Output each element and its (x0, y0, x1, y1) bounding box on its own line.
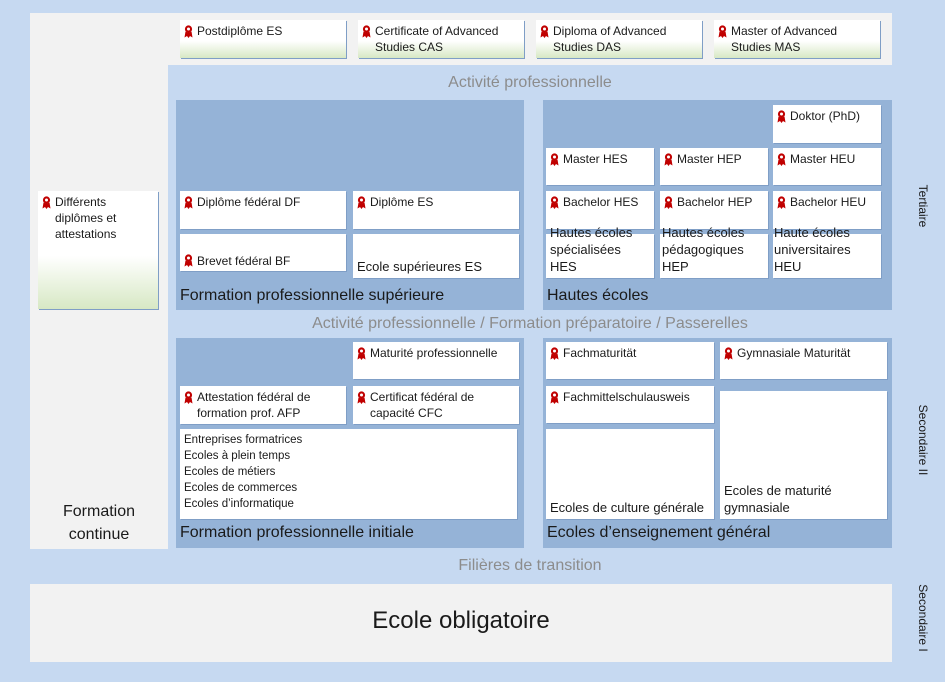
fachmittelschulausweis-box (546, 386, 714, 423)
brevet-federal-bf-box (180, 234, 346, 271)
fachmaturitat-box (546, 342, 714, 379)
das-box (536, 20, 702, 58)
diploma-label: Différents diplômes et attestations (55, 195, 117, 241)
diploma-label: Master HEU (790, 152, 856, 166)
list-item: Entreprises formatrices (184, 434, 303, 446)
ribbon-icon (357, 196, 366, 209)
ribbon-icon (357, 347, 366, 360)
heu-box (773, 225, 881, 278)
diplome-es-box (353, 191, 519, 229)
master-hes-box (546, 148, 654, 185)
diploma-label: Fachmittelschulausweis (563, 390, 690, 404)
level-secondaire-ii: Secondaire II (916, 404, 930, 476)
ribbon-icon (777, 110, 786, 123)
ribbon-icon (357, 391, 366, 404)
ribbon-icon (724, 347, 733, 360)
ribbon-icon (540, 25, 549, 38)
ribbon-icon (777, 153, 786, 166)
band-filieres-transition: Filières de transition (458, 557, 602, 574)
level-secondaire-i: Secondaire I (916, 584, 930, 652)
diploma-label: Doktor (PhD) (790, 109, 861, 123)
diploma-label: Diplôme fédéral DF (197, 195, 301, 209)
ribbon-icon (184, 196, 193, 209)
diploma-label: Fachmaturität (563, 346, 637, 360)
ribbon-icon (42, 196, 51, 209)
band-activite-professionnelle: Activité professionnelle (448, 74, 612, 91)
ecoles-culture-generale-box (546, 429, 714, 519)
school-label: Ecoles de maturité gymnasiale (724, 483, 832, 515)
diploma-label: Master HEP (677, 152, 742, 166)
diploma-label: Master HES (563, 152, 628, 166)
diploma-label: Bachelor HES (563, 195, 639, 209)
band-passerelles: Activité professionnelle / Formation préparatoire / Passerelles (312, 315, 748, 332)
ribbon-icon (718, 25, 727, 38)
diploma-label: Brevet fédéral BF (197, 254, 291, 268)
ribbon-icon (362, 25, 371, 38)
ribbon-icon (664, 153, 673, 166)
master-heu-box (773, 148, 881, 185)
ecole-obligatoire-label: Ecole obligatoire (372, 607, 550, 634)
school-label: Hautes écoles pédagogiques HEP (662, 225, 745, 274)
ribbon-icon (184, 25, 193, 38)
ribbon-icon (184, 254, 193, 267)
ribbon-icon (550, 391, 559, 404)
list-item: Ecoles à plein temps (184, 450, 291, 462)
list-item: Ecoles de métiers (184, 466, 276, 478)
school-label: Hautes écoles spécialisées HES (550, 225, 633, 274)
ribbon-icon (550, 347, 559, 360)
diploma-label: Postdiplôme ES (197, 24, 283, 38)
lieux-formation-box (180, 429, 517, 519)
diploma-label: Certificat fédéral de capacité CFC (370, 390, 475, 420)
diploma-label: Master of Advanced Studies MAS (731, 24, 838, 54)
ribbon-icon (184, 391, 193, 404)
master-hep-box (660, 148, 768, 185)
ecole-superieures-box (353, 234, 519, 278)
doktor-box (773, 105, 881, 143)
ribbon-icon (550, 153, 559, 166)
ribbon-icon (664, 196, 673, 209)
list-item: Ecoles de commerces (184, 482, 298, 494)
diploma-label: Attestation fédéral de formation prof. AFP (197, 390, 311, 420)
school-label: Ecole supérieures ES (357, 259, 483, 274)
cfc-box (353, 386, 519, 424)
eeg-title: Ecoles d’enseignement général (547, 524, 771, 541)
ribbon-icon (777, 196, 786, 209)
diploma-label: Diploma of Advanced Studies DAS (553, 24, 667, 54)
hautes-ecoles-title: Hautes écoles (547, 287, 649, 304)
cas-box (358, 20, 524, 58)
school-label: Haute écoles universitaires HEU (774, 225, 851, 274)
formation-continue-label: Formation continue (62, 503, 136, 543)
postdiplome-es-box (180, 20, 346, 58)
diploma-label: Diplôme ES (370, 195, 434, 209)
school-label: Ecoles de culture générale (550, 500, 704, 515)
fps-title: Formation professionnelle supérieure (180, 287, 445, 304)
diplome-federal-df-box (180, 191, 346, 229)
ribbon-icon (550, 196, 559, 209)
list-item: Ecoles d’informatique (184, 498, 294, 510)
diploma-label: Bachelor HEP (677, 195, 753, 209)
hes-box (546, 225, 654, 278)
maturite-professionnelle-box (353, 342, 519, 379)
diploma-label: Bachelor HEU (790, 195, 867, 209)
diploma-label: Gymnasiale Maturität (737, 346, 851, 360)
differents-diplomes-box (38, 191, 158, 309)
fpi-title: Formation professionnelle initiale (180, 524, 414, 541)
level-tertiaire: Tertiaire (916, 184, 930, 228)
mas-box (714, 20, 880, 58)
gymnasiale-maturitat-box (720, 342, 887, 379)
hep-box (660, 225, 768, 278)
ecoles-maturite-gymnasiale-box (720, 391, 887, 519)
diploma-label: Maturité professionnelle (370, 346, 498, 360)
afp-box (180, 386, 346, 424)
diploma-label: Certificate of Advanced Studies CAS (375, 24, 499, 54)
